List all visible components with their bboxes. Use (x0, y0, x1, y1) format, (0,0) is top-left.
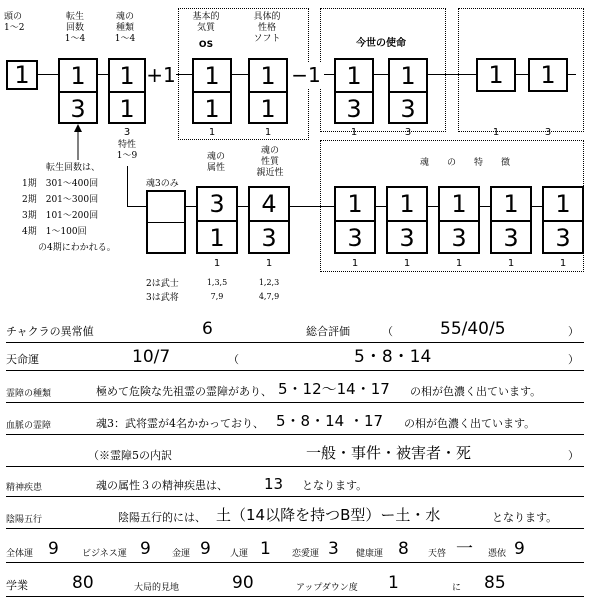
reishou-text1: 極めて危険な先祖霊の霊障があり、 (96, 385, 272, 398)
mission-box-1-top: 1 (336, 60, 372, 93)
feature-box-3-top: 1 (440, 188, 478, 222)
luck-value-2: 9 (140, 539, 151, 559)
soul-nature-box (248, 186, 290, 254)
feature-box-1 (334, 186, 376, 254)
blood-text2: の相が色濃く出ています。 (404, 417, 536, 430)
soul-attr-top: 3 (198, 188, 236, 222)
soul3-top (148, 192, 184, 223)
soul-nature-bottom: 3 (261, 224, 277, 252)
luck-value-7: 一 (456, 539, 473, 559)
luck-label-8: 憑依 (488, 549, 507, 559)
breakdown-label: （※霊障5の内訳 (88, 449, 172, 462)
soul-type-label: 魂の 種類 1〜4 (114, 12, 136, 44)
breakdown-close: ） (568, 449, 579, 462)
reincarnation-note-line-3: 3期 101〜200回 (22, 211, 99, 221)
basic-temper-label: 基本的 気質 (192, 12, 220, 33)
breakdown-value: 一般・事件・被害者・死 (306, 444, 472, 462)
mission-box-4: 1 (528, 58, 568, 92)
luck-label-1: 全体運 (6, 549, 34, 559)
soul-type-box (108, 58, 146, 124)
overview-value: 90 (232, 573, 254, 593)
blood-big: 5・8・14 ・17 (276, 412, 384, 430)
nature-below: 1 (265, 258, 273, 269)
reincarnation-note-line-1: 1期 301〜400回 (22, 179, 99, 189)
chakra-label: チャクラの異常値 (6, 325, 94, 338)
feature-box-4-bottom: 3 (503, 224, 519, 252)
luck-value-6: 8 (398, 539, 409, 559)
luck-label-2: ビジネス運 (82, 549, 127, 559)
mission-box-2-top: 1 (390, 60, 426, 93)
luck-value-8: 9 (514, 539, 525, 559)
concrete-label: 具体的 性格 ソフト (253, 12, 281, 44)
below-2: 1 (264, 127, 272, 138)
trait-label: 特性 1〜9 (116, 140, 138, 161)
fate-label: 天命運 (6, 353, 39, 366)
soul-type-bottom: 1 (119, 94, 135, 123)
luck-value-3: 9 (200, 539, 211, 559)
reishou-big: 5・12〜14・17 (278, 380, 390, 398)
below-5: 1 (492, 127, 500, 138)
reincarnation-note-title: 転生回数は、 (46, 163, 101, 173)
head-box: 1 (6, 60, 38, 90)
luck-label-4: 人運 (230, 549, 249, 559)
study-label: 学業 (6, 579, 28, 592)
feature-box-5 (542, 186, 584, 254)
mental-text2: となります。 (302, 479, 368, 492)
feature-box-4-top: 1 (492, 188, 530, 222)
luck-label-7: 天啓 (428, 549, 447, 559)
overview-label: 大局的見地 (134, 583, 180, 593)
blood-text1: 魂3：武将霊が4名かかっており、 (96, 417, 264, 430)
attr-values: 1,3,5 7,9 (206, 278, 228, 301)
samurai-note: 2は武士 (146, 279, 179, 289)
study-value: 80 (72, 573, 94, 593)
feature-below-5: 1 (559, 258, 567, 269)
mental-row (6, 474, 584, 497)
soul-nature-top: 4 (250, 188, 288, 222)
feature-box-5-top: 1 (544, 188, 582, 222)
mission-box-1-bottom: 3 (346, 94, 362, 123)
fate-open: （ (228, 353, 239, 366)
below-1: 1 (208, 127, 216, 138)
reincarnation-bottom: 3 (70, 94, 86, 123)
plus-one: +1 (146, 63, 176, 87)
mission-label: 今世の使命 (356, 38, 406, 49)
attr-below: 1 (213, 258, 221, 269)
inyo-big: 土（14以降を持つB型）ー土・水 (216, 506, 441, 524)
reincarnation-top: 1 (60, 60, 96, 93)
soul3-only-label: 魂3のみ (146, 179, 179, 189)
feature-box-3-bottom: 3 (451, 224, 467, 252)
reishou-text2: の相が色濃く出ています。 (410, 385, 542, 398)
total-open: （ (382, 325, 393, 338)
total-value: 55/40/5 (440, 319, 506, 339)
soul-type-below: 3 (123, 127, 131, 138)
chakra-row (6, 320, 584, 343)
updown-mid: に (452, 583, 462, 593)
blood-label: 血脈の霊障 (6, 421, 52, 431)
feature-box-5-bottom: 3 (555, 224, 571, 252)
total-label: 総合評価 (306, 325, 350, 338)
basic-temper-box (192, 58, 232, 124)
feature-below-2: 1 (403, 258, 411, 269)
feature-box-2-top: 1 (388, 188, 426, 222)
basic-temper-top: 1 (194, 60, 230, 93)
feature-box-3 (438, 186, 480, 254)
fate-value: 10/7 (132, 347, 171, 367)
below-3: 1 (350, 127, 358, 138)
inyo-text1: 陰陽五行的には、 (118, 511, 206, 524)
chakra-value: 6 (202, 319, 213, 339)
soul-attr-bottom: 1 (209, 224, 225, 252)
feature-below-3: 1 (455, 258, 463, 269)
soul-feature-label: 魂 の 特 徴 (419, 158, 510, 168)
fate-row (6, 348, 584, 371)
trait-connector-vertical (127, 166, 128, 206)
feature-below-1: 1 (351, 258, 359, 269)
minus-one: −1 (288, 62, 324, 88)
blood-row (6, 412, 584, 435)
soul3-box (146, 190, 186, 254)
luck-label-3: 金運 (172, 549, 191, 559)
luck-value-4: 1 (260, 539, 271, 559)
feature-below-4: 1 (507, 258, 515, 269)
mission-box-2-bottom: 3 (400, 94, 416, 123)
reishou-label: 霊障の種類 (6, 389, 52, 399)
total-close: ） (568, 325, 579, 338)
general-note: 3は武将 (146, 293, 179, 303)
fate-close: ） (568, 353, 579, 366)
mental-big: 13 (264, 475, 284, 493)
mental-label: 精神疾患 (6, 483, 43, 493)
luck-label-5: 恋愛運 (292, 549, 320, 559)
inyo-label: 陰陽五行 (6, 515, 43, 525)
mission-box-1 (334, 58, 374, 124)
fate-numbers: 5・8・14 (354, 347, 432, 367)
luck-label-6: 健康運 (356, 549, 384, 559)
mission-box-3: 1 (476, 58, 516, 92)
feature-box-2-bottom: 3 (399, 224, 415, 252)
soul-attr-label: 魂の 属性 (206, 152, 225, 173)
feature-box-1-top: 1 (336, 188, 374, 222)
reincarnation-box (58, 58, 98, 124)
basic-temper-bottom: 1 (204, 94, 220, 123)
below-4: 3 (404, 127, 412, 138)
soul-attr-box (196, 186, 238, 254)
inyo-row (6, 506, 584, 529)
concrete-top: 1 (250, 60, 286, 93)
reincarnation-note-footer: の4期にわかれる。 (38, 243, 116, 253)
up-arrow-icon (72, 124, 84, 160)
os-label: OS (198, 40, 214, 50)
updown-value2: 85 (484, 573, 506, 593)
breakdown-row (6, 444, 584, 467)
luck-value-1: 9 (48, 539, 59, 559)
mental-text1: 魂の属性３の精神疾患は、 (96, 479, 228, 492)
concrete-bottom: 1 (260, 94, 276, 123)
reincarnation-note-line-4: 4期 1〜100回 (22, 227, 87, 237)
soul-type-top: 1 (110, 60, 144, 93)
soul-nature-label: 魂の 性質 親近性 (256, 146, 284, 178)
reincarnation-note-line-2: 2期 201〜300回 (22, 195, 99, 205)
nature-values: 1,2,3 4,7,9 (258, 278, 280, 301)
concrete-box (248, 58, 288, 124)
luck-row (6, 540, 584, 563)
luck-value-5: 3 (328, 539, 339, 559)
updown-label: アップダウン度 (296, 583, 358, 593)
below-6: 3 (544, 127, 552, 138)
mission-box-2 (388, 58, 428, 124)
feature-box-1-bottom: 3 (347, 224, 363, 252)
feature-box-4 (490, 186, 532, 254)
reishou-row (6, 380, 584, 403)
feature-box-2 (386, 186, 428, 254)
inyo-text2: となります。 (492, 511, 558, 524)
study-row (6, 574, 584, 597)
updown-value: 1 (388, 573, 399, 593)
head-label: 頭の 1〜2 (4, 12, 25, 33)
reincarnation-label: 転生 回数 1〜4 (64, 12, 86, 44)
